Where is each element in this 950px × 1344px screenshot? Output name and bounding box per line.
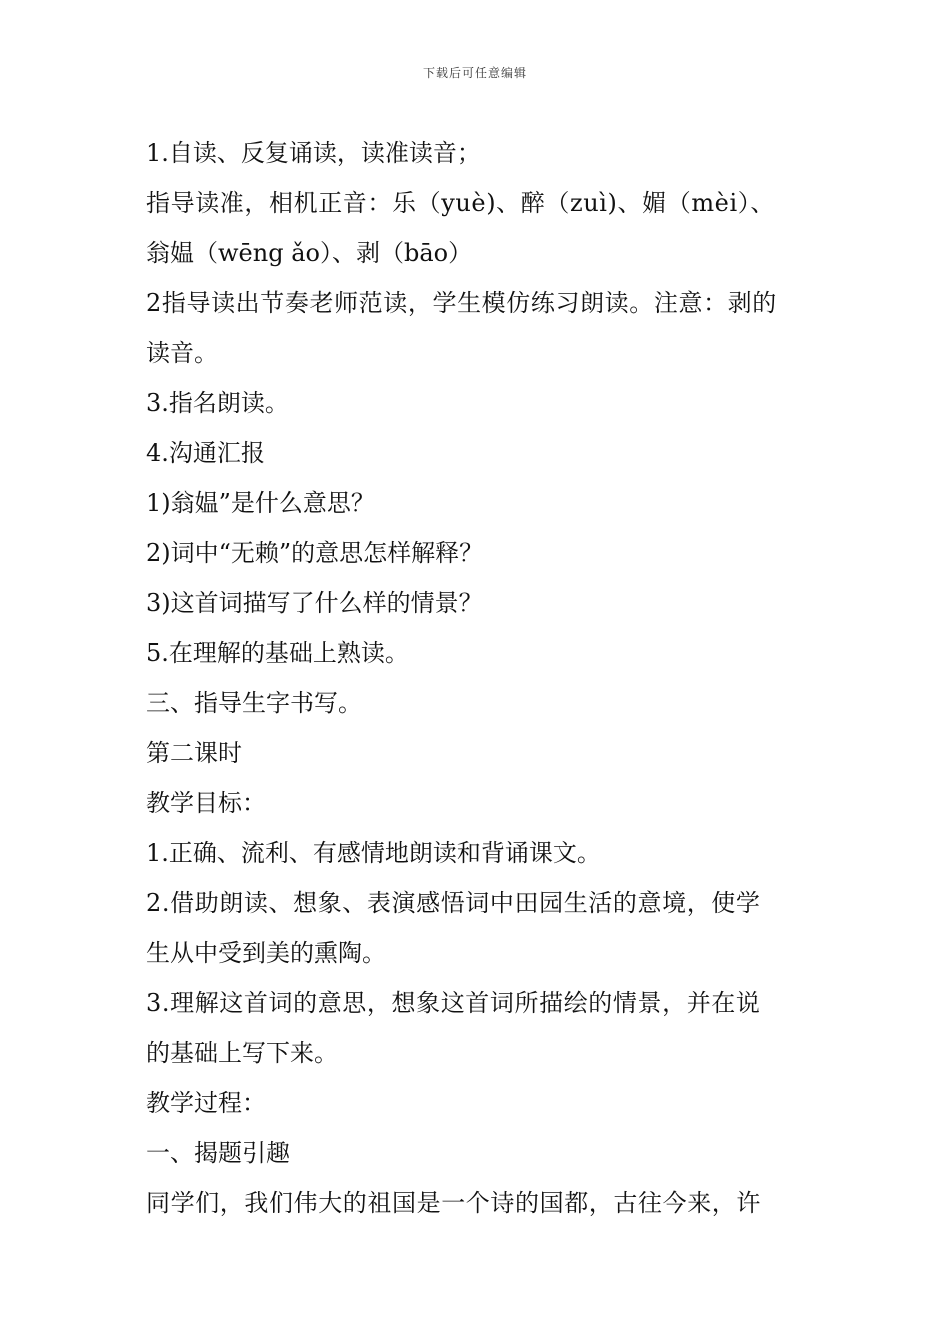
document-body	[146, 128, 816, 1228]
text-line: 指导读准，相机正音：乐（yuè)、醉（zuì)、媚（mèi）、	[146, 189, 775, 217]
section-heading: 第二课时	[146, 739, 242, 767]
section-heading: 教学过程：	[146, 1089, 266, 1117]
text-line: 1.自读、反复诵读，读准读音；	[146, 139, 481, 167]
text-line: 读音。	[146, 339, 218, 367]
text-line: 3.指名朗读。	[146, 389, 289, 417]
text-line: 2)词中“无赖”的意思怎样解释？	[146, 539, 484, 567]
text-line: 1.正确、流利、有感情地朗读和背诵课文。	[146, 839, 601, 867]
text-line: 4.沟通汇报	[146, 439, 265, 467]
section-heading: 三、指导生字书写。	[146, 689, 362, 717]
text-line: 2指导读出节奏老师范读，学生模仿练习朗读。注意：剥的	[146, 289, 777, 317]
page-header: 下载后可任意编辑	[422, 66, 527, 80]
section-heading: 一、揭题引趣	[146, 1139, 290, 1167]
text-line: 生从中受到美的熏陶。	[146, 939, 386, 967]
text-line: 翁媪（wēng ǎo）、剥（bāo）	[146, 239, 473, 267]
text-line: 3)这首词描写了什么样的情景？	[146, 589, 483, 617]
text-line: 的基础上写下来。	[146, 1039, 338, 1067]
section-heading: 教学目标：	[146, 789, 266, 817]
text-line: 5.在理解的基础上熟读。	[146, 639, 409, 667]
text-line: 1)翁媪”是什么意思？	[146, 489, 375, 517]
text-line: 2.借助朗读、想象、表演感悟词中田园生活的意境，使学	[146, 889, 761, 917]
text-line: 同学们，我们伟大的祖国是一个诗的国都，古往今来，许	[146, 1189, 761, 1217]
text-line: 3.理解这首词的意思，想象这首词所描绘的情景，并在说	[146, 989, 761, 1017]
